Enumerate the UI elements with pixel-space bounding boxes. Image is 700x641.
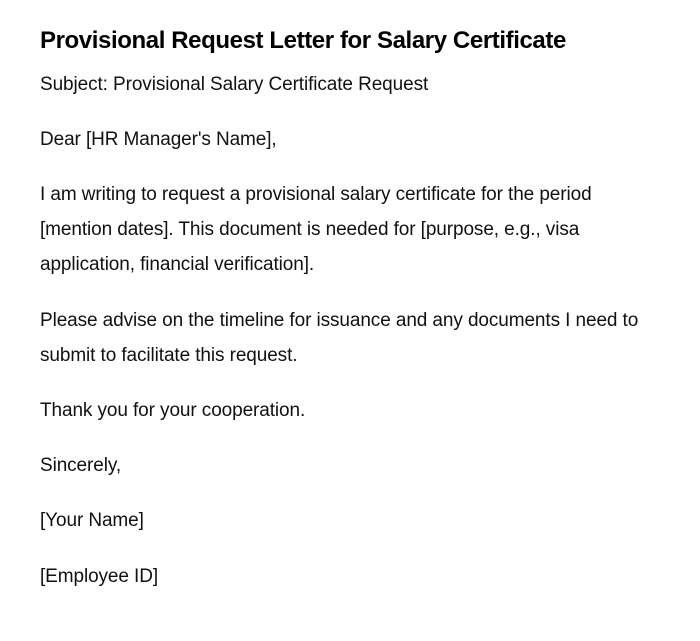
signature-name: [Your Name] [40, 510, 144, 531]
thanks-line: Thank you for your cooperation. [40, 400, 306, 421]
closing-line: Sincerely, [40, 455, 122, 476]
body-paragraph-request: I am writing to request a provisional salary certificate for the period [mention dates]. This document is needed for [purpose, e.g., visa application, financial verification]. [40, 184, 592, 275]
signature-employee-id: [Employee ID] [40, 566, 159, 587]
subject-line: Subject: Provisional Salary Certificate Request [40, 74, 429, 95]
greeting: Dear [HR Manager's Name], [40, 129, 277, 150]
document-title: Provisional Request Letter for Salary Certificate [40, 27, 566, 54]
body-paragraph-timeline: Please advise on the timeline for issuance and any documents I need to submit to facilitate this request. [40, 310, 639, 366]
